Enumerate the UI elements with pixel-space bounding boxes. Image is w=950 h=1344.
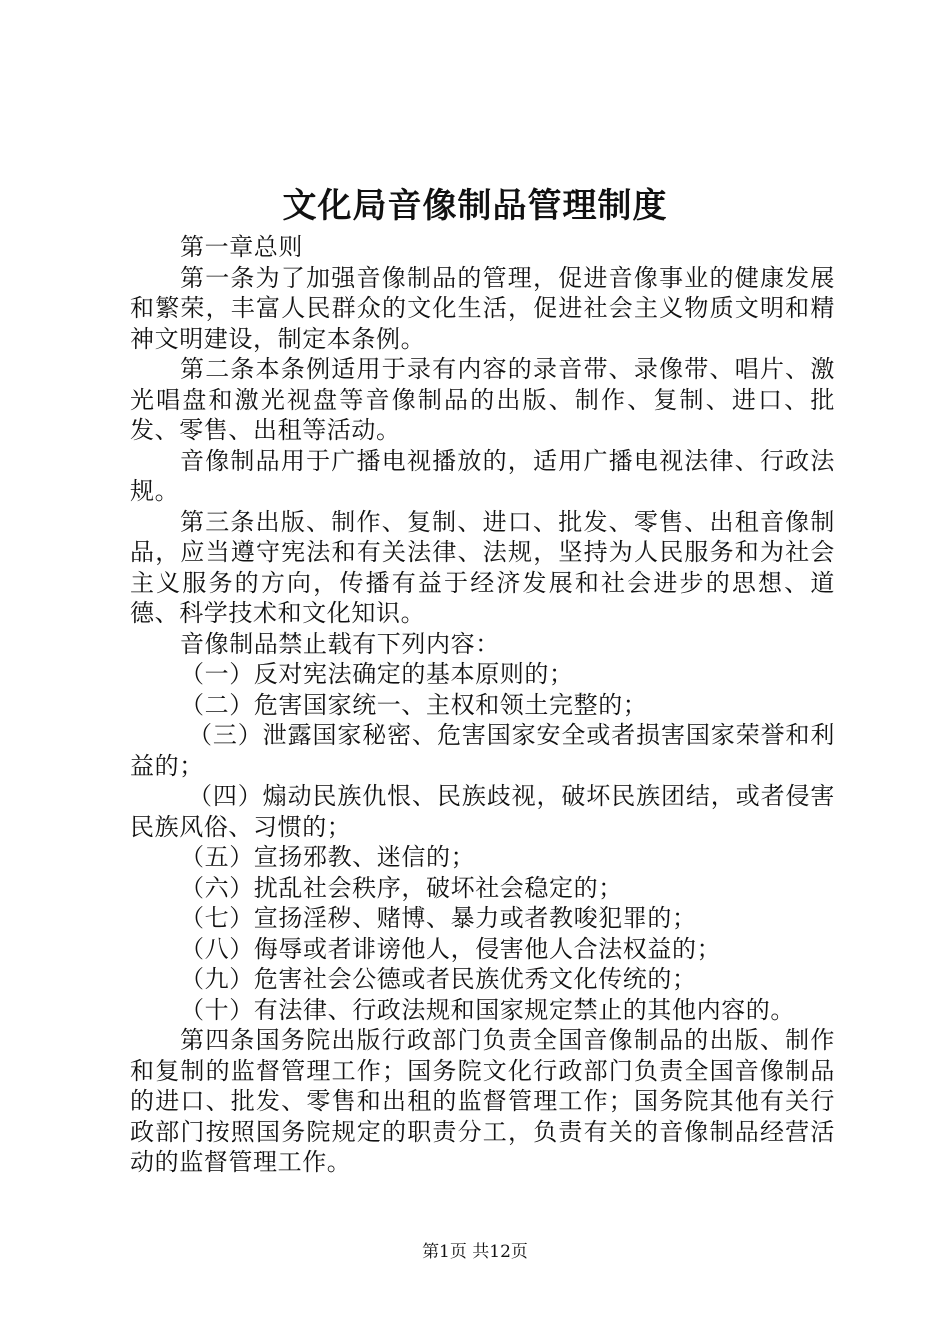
paragraph: 第四条国务院出版行政部门负责全国音像制品的出版、制作和复制的监督管理工作；国务院文化行政部门负责全国音像制品的进口、批发、零售和出租的监督管理工作；国务院其他有关行政部门按照国务院规定的职责分工，负责有关的音像制品经营活动的监督管理工作。 [130, 1026, 835, 1176]
document-body [130, 232, 835, 1178]
paragraph: 第二条本条例适用于录有内容的录音带、录像带、唱片、激光唱盘和激光视盘等音像制品的出版、制作、复制、进口、批发、零售、出租等活动。 [130, 355, 835, 444]
list-item: （二）危害国家统一、主权和领土完整的； [180, 690, 648, 719]
list-item: （九）危害社会公德或者民族优秀文化传统的； [180, 965, 697, 993]
list-item: （一）反对宪法确定的基本原则的； [180, 660, 574, 688]
list-item: （五）宣扬邪教、迷信的； [180, 843, 476, 871]
list-item: （四）煽动民族仇恨、民族歧视，破坏民族团结，或者侵害民族风俗、习惯的； [130, 782, 835, 841]
paragraph: 第一条为了加强音像制品的管理，促进音像事业的健康发展和繁荣，丰富人民群众的文化生活，促进社会主义物质文明和精神文明建设，制定本条例。 [130, 263, 835, 353]
paragraph: 第三条出版、制作、复制、进口、批发、零售、出租音像制品，应当遵守宪法和有关法律、法规，坚持为人民服务和为社会主义服务的方向，传播有益于经济发展和社会进步的思想、道德、科学技术和文化知识。 [130, 507, 835, 627]
list-item: （七）宣扬淫秽、赌博、暴力或者教唆犯罪的； [180, 904, 697, 932]
list-item: （八）侮辱或者诽谤他人，侵害他人合法权益的； [180, 934, 722, 963]
list-item: （三）泄露国家秘密、危害国家安全或者损害国家荣誉和利益的； [130, 721, 835, 780]
list-item: （十）有法律、行政法规和国家规定禁止的其他内容的。 [180, 995, 795, 1024]
paragraph: 音像制品禁止载有下列内容： [180, 629, 500, 658]
page-footer: 第1页 共12页 [422, 1242, 528, 1262]
paragraph: 第一章总则 [180, 233, 303, 261]
list-item: （六）扰乱社会秩序，破坏社会稳定的； [180, 873, 623, 902]
paragraph: 音像制品用于广播电视播放的，适用广播电视法律、行政法规。 [130, 446, 835, 505]
document-title: 文化局音像制品管理制度 [282, 186, 668, 226]
